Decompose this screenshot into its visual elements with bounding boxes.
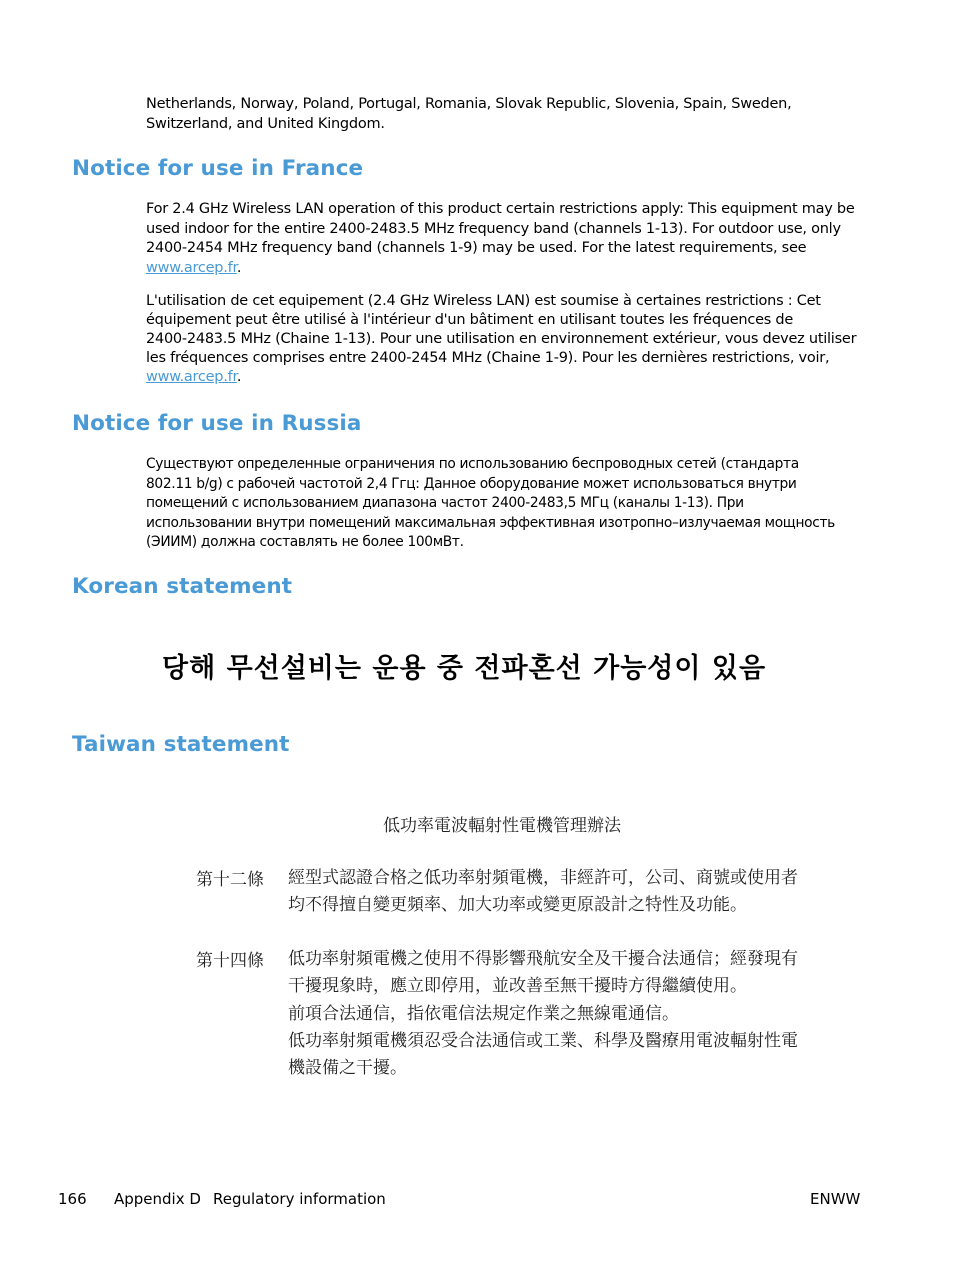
article-14-label: 第十四條 [196, 951, 264, 971]
text-line: For 2.4 GHz Wireless LAN operation of this product certain restrictions apply: This equipment may be [146, 201, 855, 217]
text-line: 低功率射頻電機須忍受合法通信或工業、科學及醫療用電波輻射性電 [288, 1030, 798, 1051]
korean-statement: 당해 무선설비는 운용 중 전파혼선 가능성이 있음 [162, 653, 767, 684]
text-line: Netherlands, Norway, Poland, Portugal, Romania, Slovak Republic, Slovenia, Spain, Sweden, [146, 96, 792, 112]
text-line: 2400-2454 MHz frequency band (channels 1-9) may be used. For the latest requirements, see [146, 240, 807, 256]
text-line: (ЭИИМ) должна составлять не более 100мВт. [146, 534, 464, 550]
taiwan-title: 低功率電波輻射性電機管理辦法 [383, 816, 621, 836]
footer-section: Appendix D [114, 1190, 201, 1208]
arcep-link[interactable]: www.arcep.fr [146, 369, 237, 385]
article-12-label: 第十二條 [196, 870, 264, 890]
text-line: used indoor for the entire 2400-2483.5 MHz frequency band (channels 1-13). For outdoor use, only [146, 220, 841, 237]
text-line: les fréquences comprises entre 2400-2454 MHz (Chaine 1-9). Pour les dernières restrictions, voir, [146, 350, 830, 366]
text-line: 802.11 b/g) с рабочей частотой 2,4 Ггц: Данное оборудование может использоваться внутри [146, 475, 797, 492]
intro-paragraph [146, 95, 791, 134]
russia-paragraph [146, 455, 835, 553]
text-line: L'utilisation de cet equipement (2.4 GHz Wireless LAN) est soumise à certaines restrictions : Cet [146, 293, 821, 309]
text-line: 前項合法通信，指依電信法規定作業之無線電通信。 [288, 1003, 679, 1024]
france-paragraph-english: For 2.4 GHz Wireless LAN operation of this product certain restrictions apply: This equipment may be used indoor for the entire 2400-2483.5 MHz frequency band (channels 1-13). For outdoor use, only 2400-2454 MHz frequency band (channels 1-9) may be used. For the latest requirements, see www.arcep.fr. [146, 201, 855, 276]
france-paragraph-french: L'utilisation de cet equipement (2.4 GHz Wireless LAN) est soumise à certaines restrictions : Cet équipement peut être utilisé à l'intérieur d'un bâtiment en utilisant toutes les fréquences de 2400-2483.5 MHz (Chaine 1-13). Pour une utilisation en environnement extérieur, vous devez utiliser les fréquences comprises entre 2400-2454 MHz (Chaine 1-9). Pour les dernières restrictions, voir, www.arcep.fr. [146, 293, 857, 385]
text-line: помещений с использованием диапазона частот 2400-2483,5 МГц (каналы 1-13). При [146, 495, 744, 511]
text-line: использовании внутри помещений максимальная эффективная изотропно–излучаемая мощность [146, 514, 835, 531]
text-line: équipement peut être utilisé à l'intérieur d'un bâtiment en utilisant toutes les fréquences de [146, 312, 794, 328]
text-line: 2400-2483.5 MHz (Chaine 1-13). Pour une utilisation en environnement extérieur, vous devez utiliser [146, 331, 857, 347]
text-line: Switzerland, and United Kingdom. [146, 115, 385, 132]
text-line: Существуют определенные ограничения по использованию беспроводных сетей (стандарта [146, 456, 799, 472]
article-12-text [288, 865, 798, 919]
footer-code: ENWW [810, 1190, 861, 1208]
text-line: 經型式認證合格之低功率射頻電機，非經許可，公司、商號或使用者 [288, 868, 798, 888]
heading-france: Notice for use in France [72, 156, 364, 181]
text-line: 均不得擅自變更頻率、加大功率或變更原設計之特性及功能。 [288, 895, 747, 915]
text-line: 低功率射頻電機之使用不得影響飛航安全及干擾合法通信；經發現有 [288, 949, 798, 969]
text-line: 機設備之干擾。 [288, 1058, 407, 1079]
article-14-text [288, 946, 798, 1082]
heading-russia: Notice for use in Russia [72, 411, 362, 436]
arcep-link[interactable]: www.arcep.fr [146, 259, 237, 276]
page-number: 166 [58, 1190, 87, 1208]
heading-korea: Korean statement [72, 574, 293, 599]
text-line: 干擾現象時，應立即停用，並改善至無干擾時方得繼續使用。 [288, 976, 747, 997]
footer-title: Regulatory information [213, 1190, 386, 1208]
heading-taiwan: Taiwan statement [72, 732, 290, 757]
